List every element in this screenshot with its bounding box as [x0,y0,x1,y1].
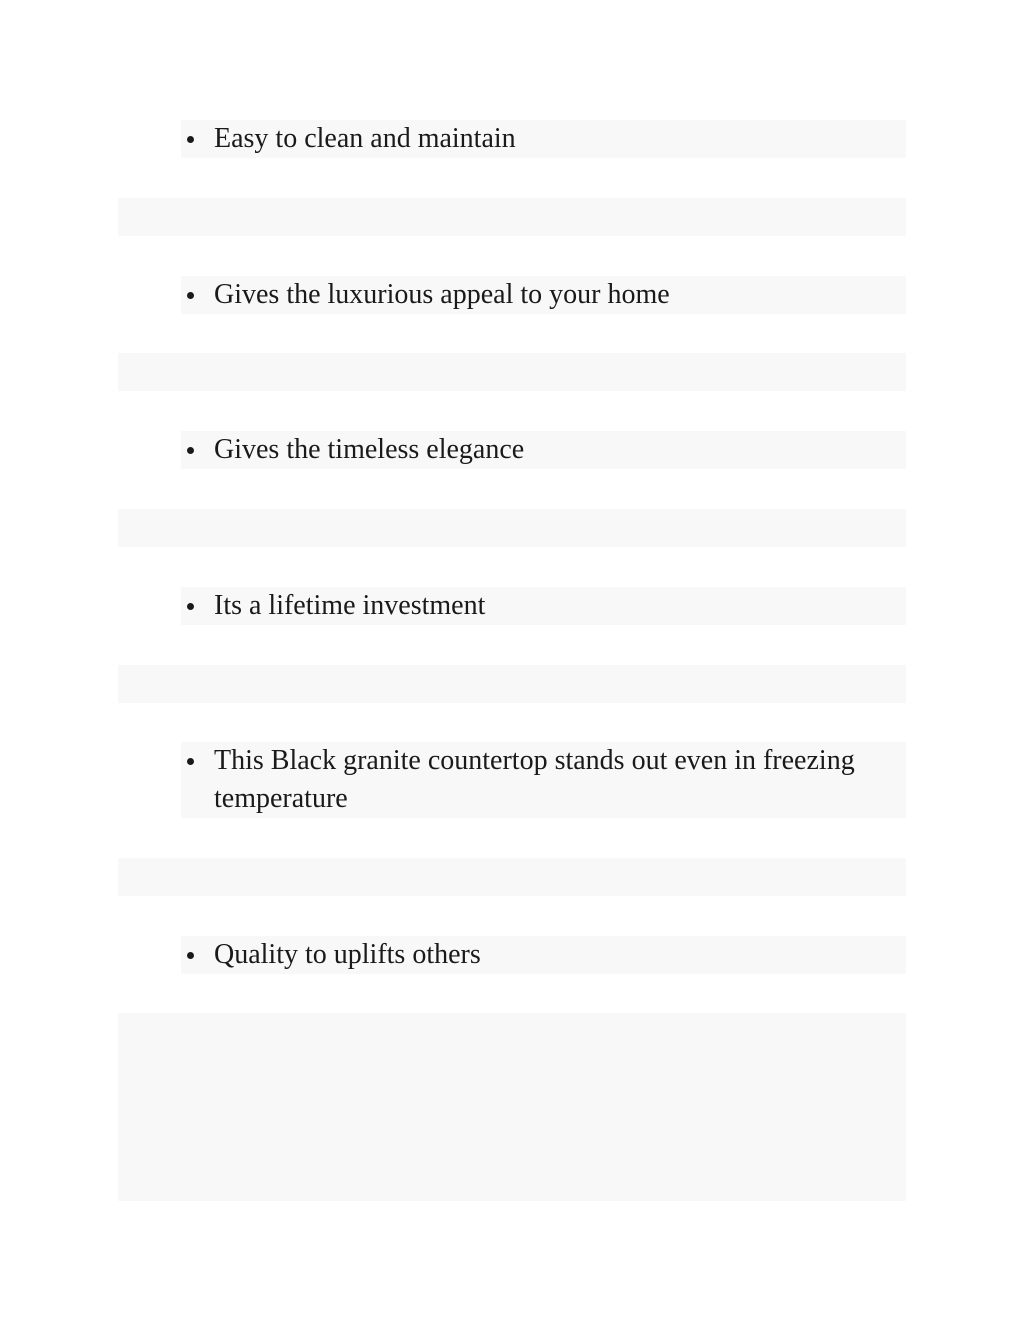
list-item [181,587,906,625]
spacer-band [118,353,906,391]
empty-content-block [118,1013,906,1201]
list-item-text: Gives the timeless elegance [214,434,525,465]
list-item [181,936,906,974]
list-item-text: Quality to uplifts others [214,939,481,970]
list-item-text: Easy to clean and maintain [214,123,516,154]
list-item-text: Gives the luxurious appeal to your home [214,279,670,310]
bullet-icon [187,136,194,143]
spacer-band [118,858,906,896]
bullet-icon [187,758,194,765]
list-item [181,742,906,818]
list-item [181,431,906,469]
bullet-icon [187,447,194,454]
bullet-icon [187,952,194,959]
list-item-text: This Black granite countertop stands out even in freezing temperature [214,745,855,814]
spacer-band [118,198,906,236]
list-item-text: Its a lifetime investment [214,590,486,621]
list-item [181,276,906,314]
bullet-icon [187,292,194,299]
spacer-band [118,509,906,547]
spacer-band [118,665,906,703]
list-item [181,120,906,158]
bullet-icon [187,603,194,610]
